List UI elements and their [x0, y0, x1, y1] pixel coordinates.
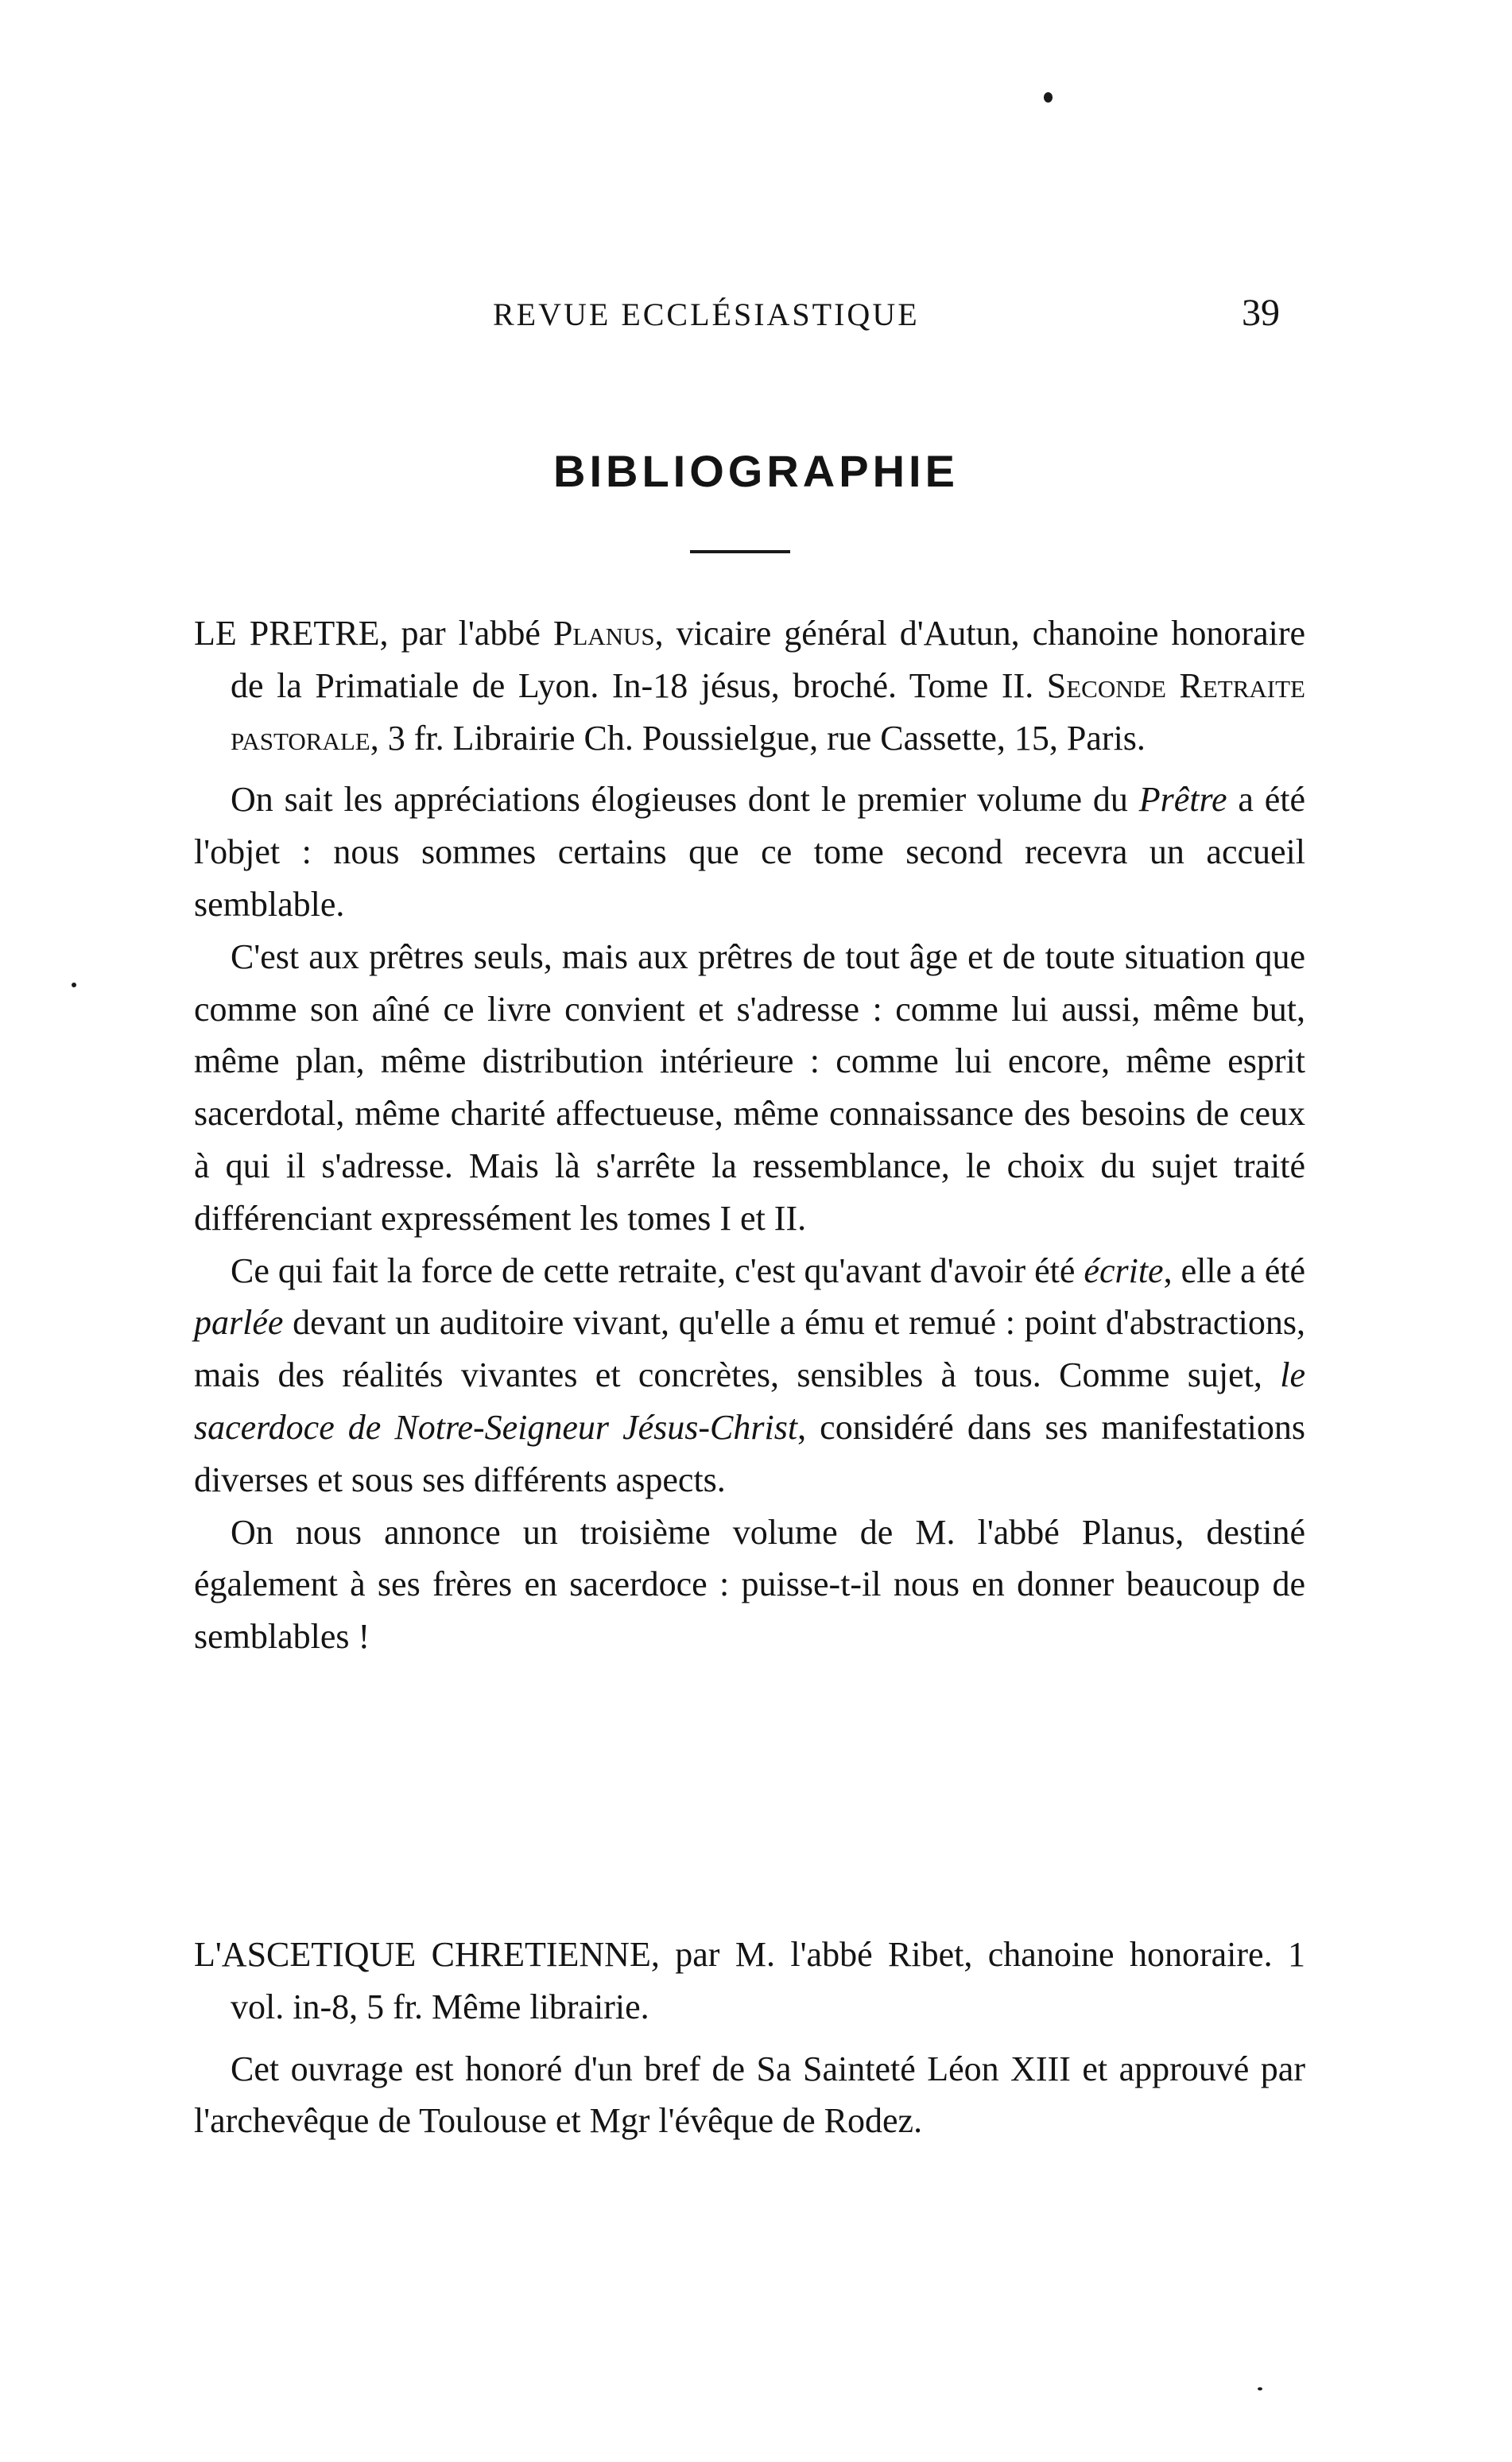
paragraph-text: a été l'objet : nous sommes certains que ce tome second recevra un accueil semblable. [194, 780, 1305, 924]
review-paragraph [194, 1245, 1305, 1506]
entry-ascetique-chretienne [194, 1929, 1305, 2147]
running-head: REVUE ECCLÉSIASTIQUE [493, 297, 920, 332]
paragraph-text: Ce qui fait la force de cette retraite, c'est qu'avant d'avoir été [231, 1250, 1084, 1290]
title-rule [690, 550, 790, 553]
entry-le-pretre [194, 607, 1305, 1663]
entry-subtitle: Seconde Retraite pastorale [231, 665, 1305, 758]
entry-heading-lead: LE PRETRE, par l'abbé [194, 614, 553, 653]
review-paragraph: C'est aux prêtres seuls, mais aux prêtres de tout âge et de toute situation que comme son aîné ce livre convient et s'adresse : comme lui aussi, même but, même plan, même distribution intérieure : comme lui encore, même esprit sacerdotal, même charité affectueuse, même connaissance des besoins de ceux à qui il s'adresse. Mais là s'arrête la ressemblance, le choix du sujet traité différenciant expressément les tomes I et II. [194, 936, 1305, 1238]
subject-title: le sacerdoce de Notre-Seigneur Jésus-Christ [194, 1355, 1305, 1447]
section-title: BIBLIOGRAPHIE [553, 446, 959, 496]
review-paragraph: Cet ouvrage est honoré d'un bref de Sa Sainteté Léon XIII et approuvé par l'archevêque de Toulouse et Mgr l'évêque de Rodez. [194, 2049, 1305, 2141]
print-speck [1258, 2387, 1262, 2390]
entry-heading-tail: , 3 fr. Librairie Ch. Poussielgue, rue Cassette, 15, Paris. [370, 718, 1146, 758]
review-paragraph: On nous annonce un troisième volume de M. l'abbé Planus, destiné également à ses frères en sacerdoce : puisse-t-il nous en donner beaucoup de semblables ! [194, 1512, 1305, 1657]
paragraph-text: On sait les appréciations élogieuses dont le premier volume du [231, 780, 1139, 820]
entry-heading [194, 607, 1305, 764]
book-title: Prêtre [1138, 780, 1227, 820]
entry-heading: L'ASCETIQUE CHRETIENNE, par M. l'abbé Ribet, chanoine honoraire. 1 vol. in-8, 5 fr. Même librairie. [194, 1935, 1305, 2026]
print-speck [72, 983, 76, 987]
emphasis-text: parlée [194, 1303, 284, 1343]
entry-author: Planus [552, 614, 655, 653]
paragraph-text: devant un auditoire vivant, qu'elle a ému et remué : point d'abstractions, mais des réalités vivantes et concrètes, sensibles à tous. Comme sujet, [194, 1303, 1305, 1395]
print-speck [1044, 92, 1053, 103]
paragraph-text: , elle a été [1163, 1250, 1305, 1290]
emphasis-text: écrite [1084, 1250, 1164, 1290]
review-paragraph [194, 773, 1305, 930]
entry-heading-middle: , vicaire général d'Autun, chanoine honoraire de la Primatiale de Lyon. In-18 jésus, broché. Tome II. [231, 614, 1305, 705]
page-number: 39 [1242, 292, 1280, 334]
paragraph-text: , considéré dans ses manifestations diverses et sous ses différents aspects. [194, 1407, 1305, 1499]
